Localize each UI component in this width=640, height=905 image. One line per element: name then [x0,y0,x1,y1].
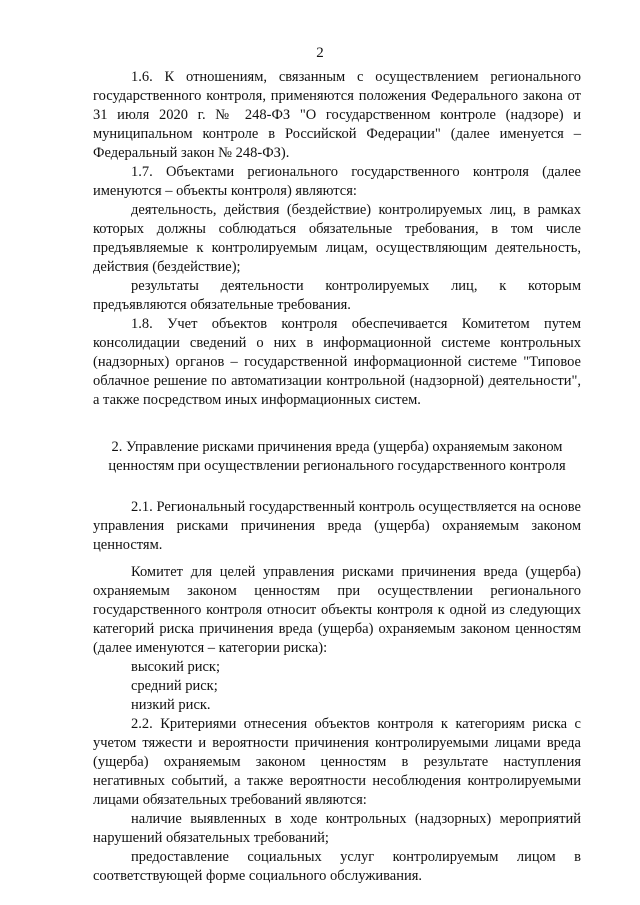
paragraph-2-1-committee: Комитет для целей управления рисками причинения вреда (ущерба) охраняемым законом ценностям при осуществлении регионального государственного контроля относит объекты контроля к одной из следующих категорий риска причинения вреда (ущерба) охраняемым законом ценностям (далее именуются – категории риска): [93,564,581,656]
paragraph-2-2-item-violations: наличие выявленных в ходе контрольных (надзорных) мероприятий нарушений обязательных требований; [93,811,581,846]
paragraph-1-7: 1.7. Объектами регионального государственного контроля (далее именуются – объекты контроля) являются: [93,164,581,199]
paragraph-2-2-item-social-services: предоставление социальных услуг контролируемым лицом в соответствующей форме социального обслуживания. [93,849,581,884]
section-2-heading: 2. Управление рисками причинения вреда (ущерба) охраняемым законом ценностям при осуществлении регионального государственного контроля [108,439,566,474]
paragraph-2-1: 2.1. Региональный государственный контроль осуществляется на основе управления рисками причинения вреда (ущерба) охраняемым законом ценностям. [93,499,581,553]
paragraph-1-6: 1.6. К отношениям, связанным с осуществлением регионального государственного контроля, применяются положения Федерального закона от 31 июля 2020 г. № 248-ФЗ "О государственном контроле (надзоре) и муниципальном контроле в Российской Федерации" (далее именуется – Федеральный закон № 248-ФЗ). [93,69,581,161]
paragraph-2-2: 2.2. Критериями отнесения объектов контроля к категориям риска с учетом тяжести и вероятности причинения контролируемыми лицами вреда (ущерба) охраняемым законом ценностям в результате наступления негативных событий, а также вероятности несоблюдения контролируемыми лицами обязательных требований являются: [93,716,581,808]
spacer [93,555,581,563]
risk-category-medium: средний риск; [131,678,218,694]
document-body [93,68,581,886]
risk-category-low: низкий риск. [131,697,211,713]
paragraph-1-7-item-activity: деятельность, действия (бездействие) контролируемых лиц, в рамках которых должны соблюдаться обязательные требования, в том числе предъявляемые к контролируемым лицам, осуществляющим деятельность, действия (бездействие); [93,202,581,275]
page-number: 2 [316,45,324,61]
paragraph-1-8: 1.8. Учет объектов контроля обеспечивается Комитетом путем консолидации сведений о них в информационной системе контрольных (надзорных) органов – государственной информационной системе "Типовое облачное решение по автоматизации контрольной (надзорной) деятельности", а также посредством иных информационных систем. [93,316,581,408]
risk-category-high: высокий риск; [131,659,220,675]
paragraph-1-7-item-results: результаты деятельности контролируемых лиц, к которым предъявляются обязательные требования. [93,278,581,313]
